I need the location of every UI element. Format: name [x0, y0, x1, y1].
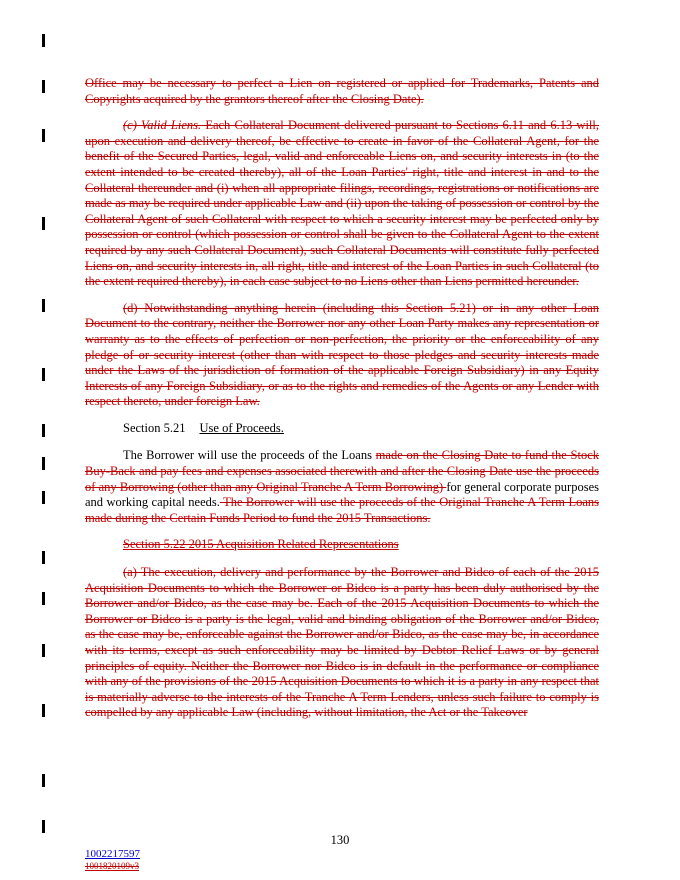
change-bar: [42, 644, 45, 657]
deleted-text: made on the Closing Date to fund the Stock Buy-Back and pay fees and expenses associated therewith and after the Closing Date use the proceeds of any Borrowing (other than any Original Tranche A Term Borrowing): [85, 448, 599, 494]
deleted-text: The Borrower will use the proceeds of the Original Tranche A Term Loans made during the Certain Funds Period to fund the 2015 Transactions.: [85, 495, 600, 525]
deleted-section-heading: Section 5.22 2015 Acquisition Related Representations: [123, 537, 399, 552]
kept-text: The Borrower will use the proceeds of the Loans: [123, 448, 376, 463]
deleted-text: (a) The execution, delivery and performance by the Borrower and Bidco of each of the 2015 Acquisition Documents to which the Borrower or Bidco is a party has been duly authorised by the Borrower and/or Bidco, as the case may be. Each of the 2015 Acquisition Documents to which the Borrower or Bidco is a party is the legal, valid and binding obligation of the Borrower and/or Bidco, as the case may be, enforceable against the Borrower and/or Bidco, as the case may be, in accordance with its terms, except as such enforceability may be limited by Debtor Relief Laws or by general principles of equity. Neither the Borrower nor Bidco is in default in the performance or compliance with any of the provisions of the 2015 Acquisition Documents to which it is a party in any respect that is materially adverse to the interests of the Tranche A Term Lenders, unless such failure to comply is compelled by any applicable Law (including, without limitation, the Act or the Takeover: [85, 565, 599, 720]
deleted-text: (d) Notwithstanding anything herein (including this Section 5.21) or in any other Loan Document to the contrary, neither the Borrower nor any other Loan Party makes any representation or warranty as to the effects of perfection or non-perfection, the priority or the enforceability of any pledge of or security interest (other than with respect to those pledges and security interests made under the Laws of the jurisdiction of formation of the applicable Foreign Subsidiary) in any Equity Interests of any Foreign Subsidiary, or as to the rights and remedies of the Agents or any Lender with respect thereto, under foreign Law.: [85, 300, 599, 409]
change-bar: [42, 551, 45, 564]
deleted-clause-label: (c) Valid Liens.: [123, 118, 202, 133]
deleted-paragraph-a-2015-acquisition: [85, 565, 599, 721]
deleted-paragraph-d: [85, 301, 599, 410]
deleted-text: Office may be necessary to perfect a Lien on registered or applied for Trademarks, Patents and Copyrights acquired by the grantors thereof after the Closing Date).: [85, 76, 599, 106]
page-number: 130: [330, 833, 350, 847]
change-bar: [42, 80, 45, 93]
footer-version-id-deleted: 1001820109v3: [85, 861, 139, 871]
deleted-paragraph-c-valid-liens: [85, 118, 599, 290]
kept-text: for general corporate purposes and working capital needs.: [85, 479, 599, 510]
footer-doc-id-link[interactable]: 1002217597: [85, 848, 140, 860]
section-5-22-heading-deleted: [85, 537, 599, 553]
change-bar: [42, 129, 45, 142]
change-bar: [42, 774, 45, 787]
change-bar: [42, 704, 45, 717]
change-bar: [42, 299, 45, 312]
change-bar: [42, 592, 45, 605]
deleted-paragraph-continuation: [85, 76, 599, 107]
change-bar: [42, 34, 45, 47]
use-of-proceeds-paragraph: [85, 448, 599, 526]
change-bar: [42, 491, 45, 504]
change-bar: [42, 457, 45, 470]
section-title: Use of Proceeds.: [199, 420, 284, 435]
section-number: Section 5.21: [123, 420, 186, 435]
document-body: [85, 76, 599, 732]
section-5-21-heading: [85, 421, 599, 437]
change-bar: [42, 820, 45, 833]
change-bar: [42, 424, 45, 437]
deleted-text: Each Collateral Document delivered pursuant to Sections 6.11 and 6.13 will, upon execution and delivery thereof, be effective to create in favor of the Collateral Agent, for the benefit of the Secured Parties, legal, valid and enforceable Liens on, and security interests in (to the extent intended to be created thereby), all of the Loan Parties' right, title and interest in and to the Collateral thereunder and (i) when all appropriate filings, recordings, registrations or notifications are made as may be required under applicable Law and (ii) upon the taking of possession or control by the Collateral Agent of such Collateral with respect to which a security interest may be perfected only by possession or control (which possession or control shall be given to the Collateral Agent to the extent required by any such Collateral Document), such Collateral Documents will constitute fully perfected Liens on, and security interests in, all right, title and interest of the Loan Parties in such Collateral (to the extent required thereby), in each case subject to no Liens other than Liens permitted hereunder.: [85, 118, 599, 289]
change-bar: [42, 217, 45, 230]
change-bar: [42, 368, 45, 381]
